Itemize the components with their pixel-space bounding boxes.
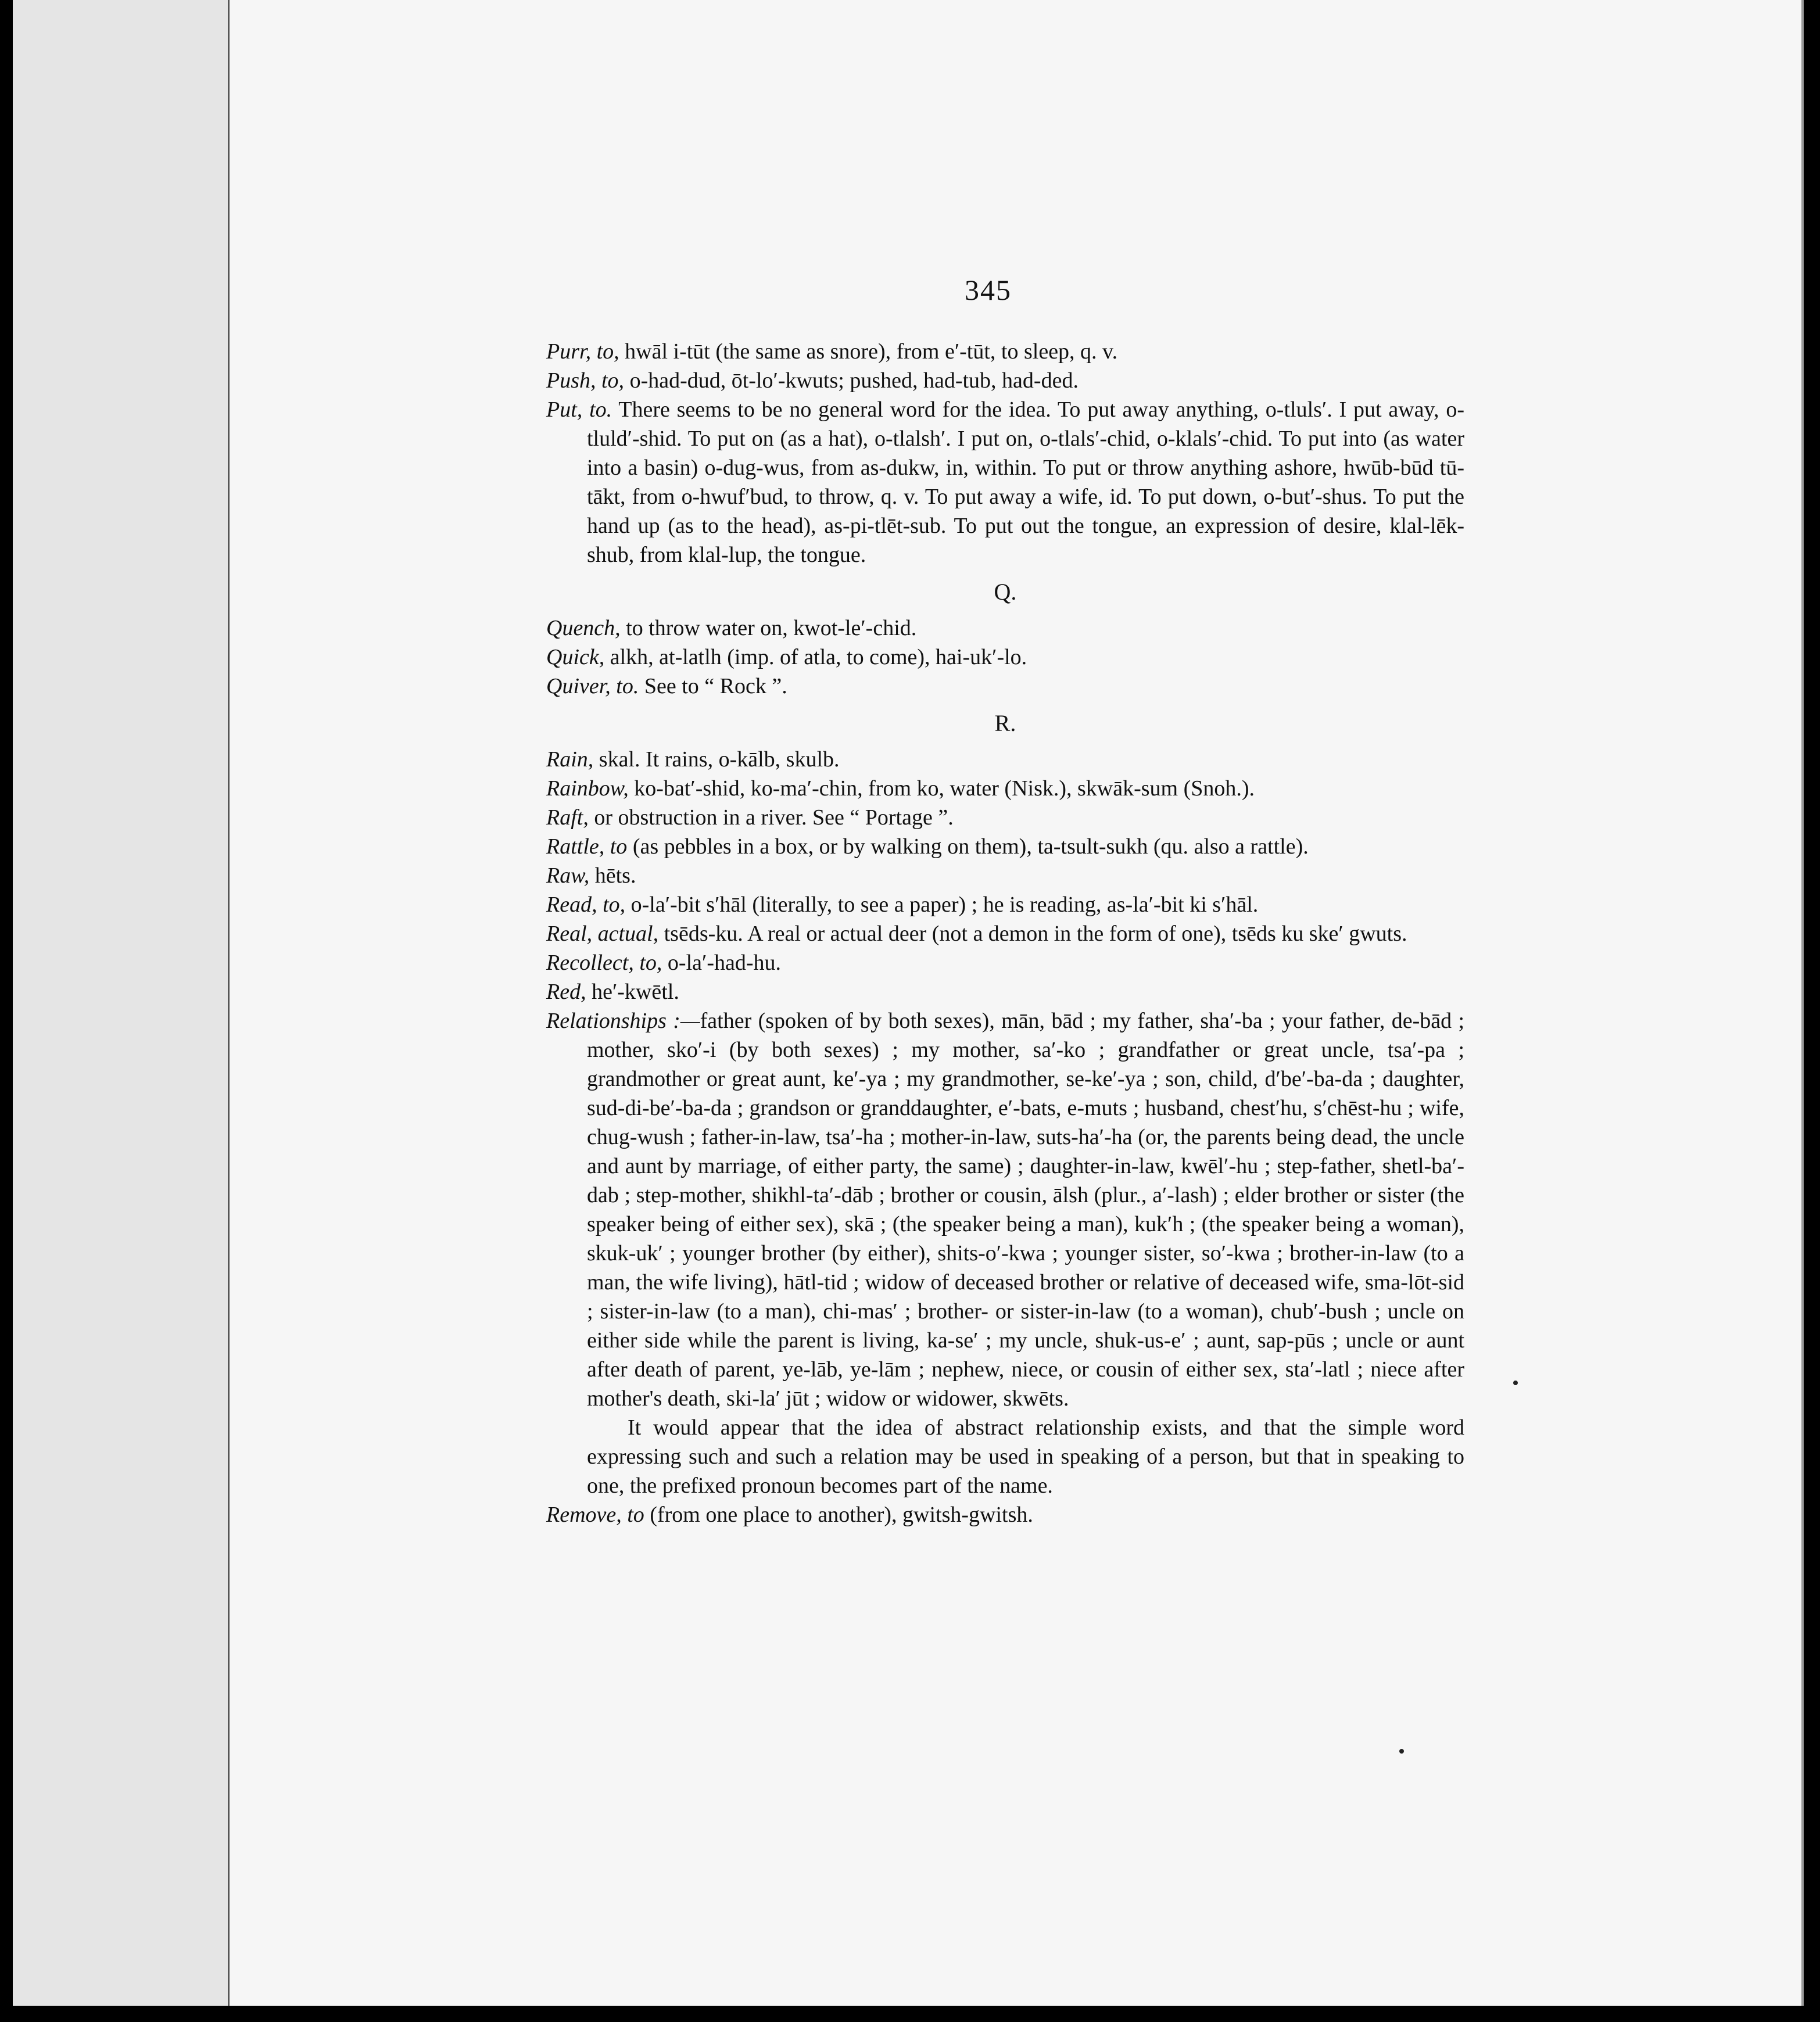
headword: Rattle, to [546,834,628,859]
headword: Relationships :— [546,1009,700,1033]
headword: Push, to, [546,368,625,393]
definition: father (spoken of by both sexes), mān, bād ; my father, sha′-ba ; your father, de-bād ; mother, sko′-i (by both sexes) ; my mother, sa′-ko ; grandfather or great uncle, tsa′-pa ; grandmother or great aunt, ke′-ya ; my grandmother, se-ke′-ya ; son, child, d′be′-ba-da ; daughter, sud-di-be′-ba-da ; grandson or granddaughter, e′-bats, e-muts ; husband, chest′hu, s′chēst-hu ; wife, chug-wush ; father-in-law, tsa′-ha ; mother-in-law, suts-ha′-ha (or, the parents being dead, the uncle and aunt by marriage, of either party, the same) ; daughter-in-law, kwēl′-hu ; step-father, shetl-ba′-dab ; step-mother, shikhl-ta′-dāb ; brother or cousin, ālsh (plur., a′-lash) ; elder brother or sister (the speaker being of either sex), skā ; (the speaker being a man), kuk′h ; (the speaker being a woman), skuk-uk′ ; younger brother (by either), shits-o′-kwa ; younger sister, so′-kwa ; brother-in-law (to a man, the wife living), hātl-tid ; widow of deceased brother or relative of deceased wife, sma-lōt-sid ; sister-in-law (to a man), chi-mas′ ; brother- or sister-in-law (to a woman), chub′-bush ; uncle on either side while the parent is living, ka-se′ ; my uncle, shuk-us-e′ ; aunt, sap-pūs ; uncle or aunt after death of parent, ye-lāb, ye-lām ; nephew, niece, or cousin of either sex, sta′-latl ; niece after mother's death, ski-la′ jūt ; widow or widower, skwēts. [587,1009,1465,1411]
entry-real [546,919,1464,948]
entry-relationships [546,1006,1464,1413]
definition: o-la′-had-hu. [667,951,781,975]
definition: alkh, at-latlh (imp. of atla, to come), hai-uk′-lo. [610,645,1027,669]
headword: Real, actual, [546,922,659,946]
entry-put [546,395,1464,569]
entry-quiver [546,672,1464,701]
ink-speck [1513,1381,1518,1385]
entry-remove [546,1500,1464,1529]
headword: Raw, [546,863,590,888]
section-heading-r: R. [994,710,1016,736]
page-number: 345 [965,274,1012,306]
definition: or obstruction in a river. See “ Portage ”. [594,805,954,830]
page-edge [1801,0,1804,2006]
entry-red [546,977,1464,1006]
definition: o-la′-bit s′hāl (literally, to see a paper) ; he is reading, as-la′-bit ki s′hāl. [630,892,1259,917]
definition: (as pebbles in a box, or by walking on them), ta-tsult-sukh (qu. also a rattle). [632,834,1309,859]
headword: Read, to, [546,892,626,917]
headword: Raft, [546,805,589,830]
definition: There seems to be no general word for the idea. To put away anything, o-tluls′. I put away, o-tluld′-shid. To put on (as a hat), o-tlalsh′. I put on, o-tlals′-chid, o-klals′-chid. To put into (as water into a basin) o-dug-wus, from as-dukw, in, within. To put or throw anything ashore, hwūb-būd tū-tākt, from o-hwuf′bud, to throw, q. v. To put away a wife, id. To put down, o-but′-shus. To put the hand up (as to the head), as-pi-tlēt-sub. To put out the tongue, an expression of desire, klal-lēk-shub, from klal-lup, the tongue. [587,397,1464,567]
definition: to throw water on, kwot-le′-chid. [626,616,917,640]
definition: o-had-dud, ōt-lo′-kwuts; pushed, had-tub, had-ded. [629,368,1079,393]
relationship-paragraph: It would appear that the idea of abstract relationship exists, and that the simple word expressing such and such a relation may be used in speaking of a person, but that in speaking to one, the prefixed pronoun becomes part of the name. [587,1415,1464,1498]
headword: Remove, to [546,1503,644,1527]
entry-push [546,366,1464,395]
entry-quench [546,614,1464,643]
left-facing-page [13,0,228,2006]
headword: Put, to. [546,397,612,422]
definition: (from one place to another), gwitsh-gwitsh. [650,1503,1033,1527]
definition: hēts. [594,863,636,888]
headword: Quick, [546,645,605,669]
entry-read [546,890,1464,919]
headword: Purr, to, [546,339,619,364]
headword: Red, [546,980,586,1004]
definition: See to “ Rock ”. [644,674,787,698]
entry-purr [546,337,1464,366]
headword: Quiver, to. [546,674,639,698]
headword: Rainbow, [546,776,629,801]
definition: he′-kwētl. [592,980,679,1004]
definition: tsēds-ku. A real or actual deer (not a demon in the form of one), tsēds ku ske′ gwuts. [664,922,1407,946]
entry-recollect [546,948,1464,977]
headword: Quench, [546,616,621,640]
definition: hwāl i-tūt (the same as snore), from e′-tūt, to sleep, q. v. [625,339,1118,364]
entry-quick [546,643,1464,672]
entry-raw [546,861,1464,890]
dictionary-text [546,337,1464,1529]
entry-rain [546,745,1464,774]
headword: Rain, [546,747,594,772]
entry-raft [546,803,1464,832]
definition: skal. It rains, o-kālb, skulb. [599,747,840,772]
definition: ko-bat′-shid, ko-ma′-chin, from ko, water (Nisk.), skwāk-sum (Snoh.). [634,776,1255,801]
headword: Recollect, to, [546,951,662,975]
entry-rattle [546,832,1464,861]
ink-speck [1399,1749,1404,1754]
section-heading-q: Q. [994,579,1017,605]
entry-rainbow [546,774,1464,803]
